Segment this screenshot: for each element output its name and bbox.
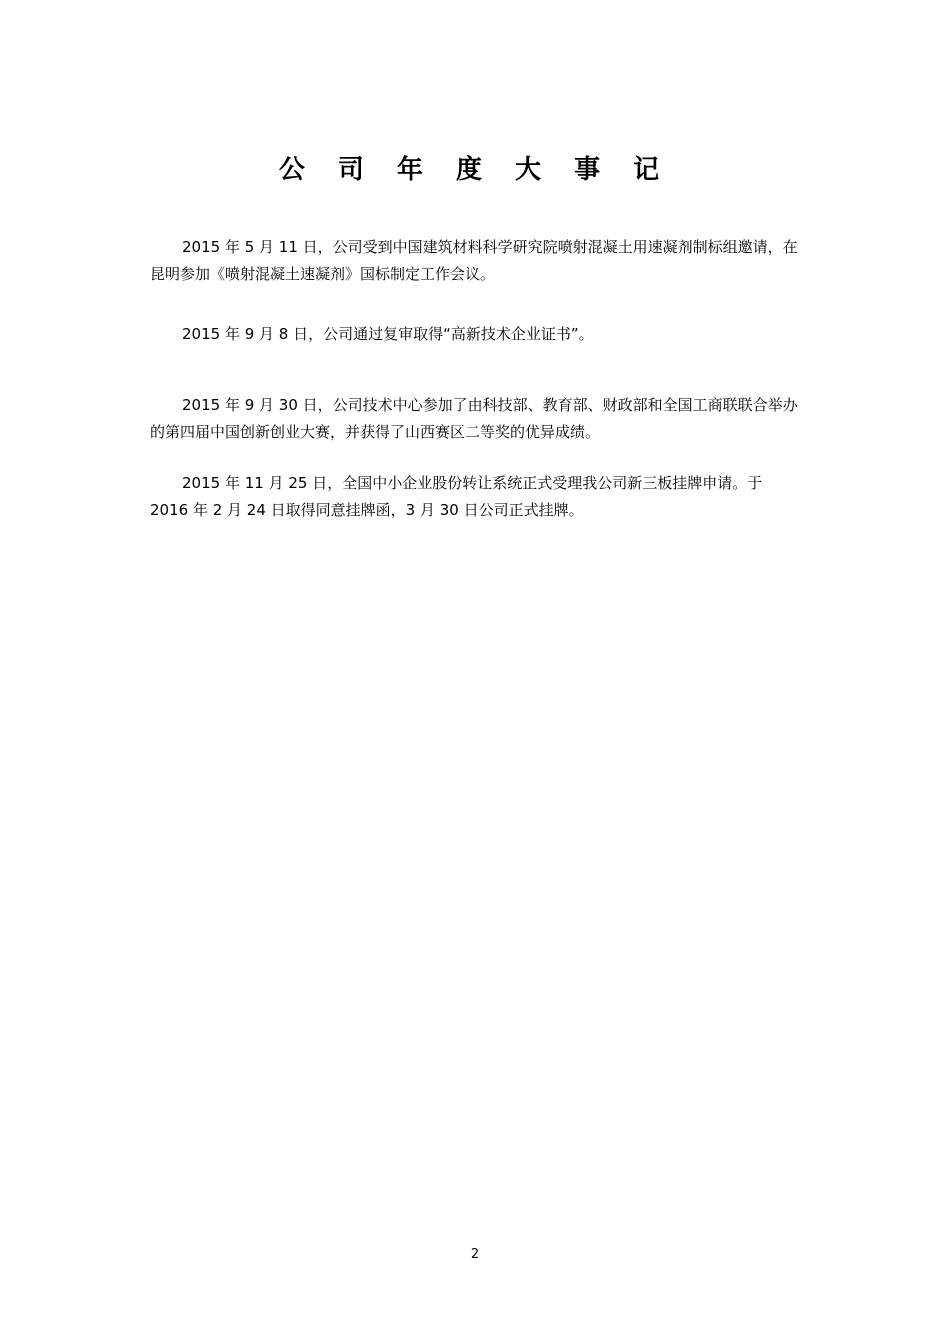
page-title: 公 司 年 度 大 事 记 xyxy=(278,155,672,185)
event-entry: 2015 年 9 月 30 日，公司技术中心参加了由科技部、教育部、财政部和全国工商联联合举办的第四届中国创新创业大赛，并获得了山西赛区二等奖的优异成绩。 xyxy=(150,396,798,441)
page-number: 2 xyxy=(470,1247,480,1262)
event-entry: 2015 年 9 月 8 日，公司通过复审取得“高新技术企业证书”。 xyxy=(182,325,594,343)
event-entry: 2015 年 5 月 11 日，公司受到中国建筑材料科学研究院喷射混凝土用速凝剂制标组邀请，在昆明参加《喷射混凝土速凝剂》国标制定工作会议。 xyxy=(150,238,798,283)
event-entry: 2015 年 11 月 25 日，全国中小企业股份转让系统正式受理我公司新三板挂牌申请。于 2016 年 2 月 24 日取得同意挂牌函，3 月 30 日公司正式挂牌。 xyxy=(150,474,763,519)
